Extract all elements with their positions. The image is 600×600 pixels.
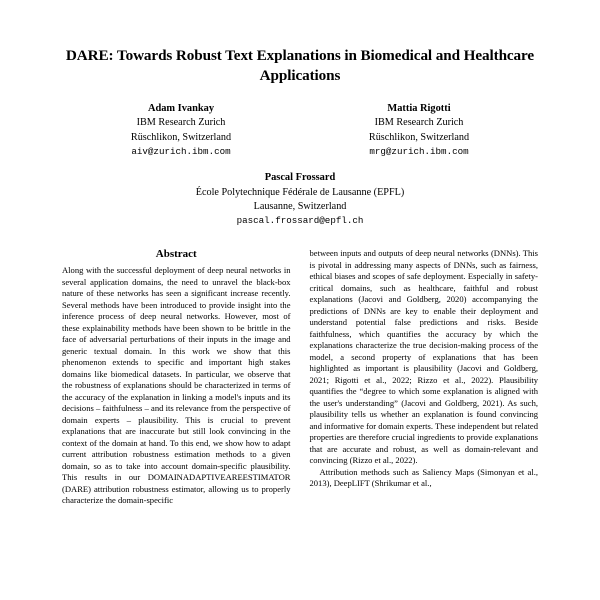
author-block bbox=[62, 102, 300, 158]
abstract-heading: Abstract bbox=[155, 248, 197, 261]
author-block bbox=[62, 171, 538, 228]
intro-paragraph: Attribution methods such as Saliency Maps (Simonyan et al., 2013), DeepLIFT (Shrikumar et al., bbox=[309, 466, 538, 489]
author-email: aiv@zurich.ibm.com bbox=[131, 145, 231, 157]
author-affiliation: École Polytechnique Fédérale de Lausanne (EPFL) bbox=[195, 186, 405, 198]
author-name: Mattia Rigotti bbox=[387, 103, 451, 115]
author-email: mrg@zurich.ibm.com bbox=[369, 145, 469, 157]
author-email: pascal.frossard@epfl.ch bbox=[236, 215, 364, 227]
page-title: DARE: Towards Robust Text Explanations in Biomedical and Healthcare Applications bbox=[65, 47, 535, 85]
author-name: Adam Ivankay bbox=[147, 103, 215, 115]
left-column bbox=[62, 248, 291, 506]
authors-row bbox=[62, 102, 538, 158]
author-location: Rüschlikon, Switzerland bbox=[130, 131, 232, 143]
author-location: Lausanne, Switzerland bbox=[253, 201, 347, 213]
author-location: Rüschlikon, Switzerland bbox=[368, 131, 470, 143]
author-affiliation: IBM Research Zurich bbox=[374, 117, 464, 129]
author-name: Pascal Frossard bbox=[264, 172, 336, 184]
author-block bbox=[300, 102, 538, 158]
author-affiliation: IBM Research Zurich bbox=[136, 117, 226, 129]
intro-paragraph: between inputs and outputs of deep neural networks (DNNs). This is pivotal in addressing many aspects of DNNs, such as fairness, ethical biases and scopes of safe deployment. Especially in safety-critical domains, such as healthcare, faithful and robust explanations (Jacovi and Goldberg, 2020) accompanying the predictions of DNNs are key to enable their deployment and understand potential false predictions and risks. Beside faithfulness, which quantifies the accuracy by which the explanations characterize the true decision-making process of the model, a second property of explanations that has been highlighted as important is plausibility (Jacovi and Goldberg, 2021; Rigotti et al., 2022; Rizzo et al., 2022). Plausibility quantifies the “degree to which some explanation is aligned with the user's understanding” (Jacovi and Goldberg, 2021). As such, plausibility tells us whether an explanation is found convincing and informative for domain experts. These independent but related properties are therefore crucial ingredients to provide explanations that are accurate and robust, as well as domain-relevant and convincing (Rizzo et al., 2022). bbox=[309, 248, 538, 466]
two-column-body bbox=[62, 248, 538, 506]
right-column bbox=[310, 248, 539, 506]
abstract-paragraph: Along with the successful deployment of deep neural networks in several application domains, the need to unravel the black-box nature of these networks has seen a significant increase recently. Several methods have been introduced to provide insight into the inference process of deep neural networks. However, most of these explainability methods have been shown to be brittle in the face of adversarial perturbations of their inputs in the image and generic textual domain. In this work we show that this phenomenon extends to specific and important high stakes domains like biomedical datasets. In particular, we observe that the robustness of explanations should be characterized in terms of the accuracy of the explanation in linking a model's inputs and its decisions – faithfulness – and its relevance from the perspective of domain experts – plausibility. This is crucial to prevent explanations that are inaccurate but still look convincing in the context of the domain at hand. To this end, we show how to adapt current attribution robustness estimation methods to a given domain, so as to take into account domain-specific plausibility. This results in our DOMAINADAPTIVEAREESTIMATOR (DARE) attribution robustness estimator, allowing us to properly characterize the domain-specific bbox=[62, 265, 291, 506]
